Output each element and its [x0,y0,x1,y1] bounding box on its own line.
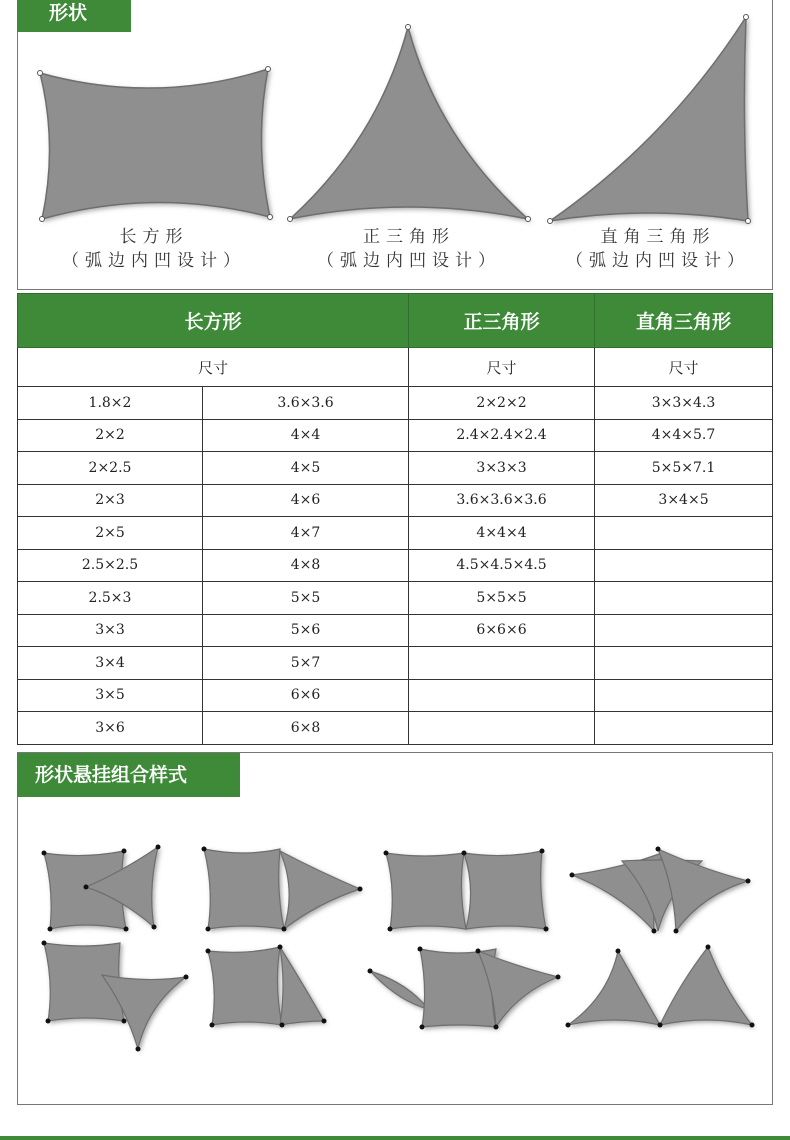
table-cell: 1.8×2 [18,387,203,420]
table-cell: 5×5×7.1 [595,452,773,485]
table-cell [595,712,773,745]
shape-caption-right-triangle [538,225,778,273]
shapes-tag: 形状 [17,0,131,32]
combo-tag: 形状悬挂组合样式 [17,753,240,797]
table-cell: 4×4 [203,419,409,452]
size-table [17,293,773,745]
shape-name: 长方形 [119,227,189,247]
table-cell: 6×6 [203,679,409,712]
table-cell [595,549,773,582]
subheader-size: 尺寸 [595,348,773,387]
table-row [18,517,773,550]
table-cell: 3×6 [18,712,203,745]
table-row [18,452,773,485]
table-cell: 3.6×3.6×3.6 [409,484,595,517]
subheader-size: 尺寸 [18,348,409,387]
table-cell: 5×5 [203,582,409,615]
table-cell: 3×4×5 [595,484,773,517]
table-cell: 2.5×2.5 [18,549,203,582]
table-cell: 2.4×2.4×2.4 [409,419,595,452]
table-cell: 4.5×4.5×4.5 [409,549,595,582]
table-row [18,614,773,647]
table-row [18,387,773,420]
table-cell: 2×3 [18,484,203,517]
table-cell [409,679,595,712]
table-row [18,679,773,712]
shape-caption-rectangle [34,225,274,273]
table-cell: 2×2.5 [18,452,203,485]
table-cell [595,679,773,712]
table-cell: 2×2×2 [409,387,595,420]
table-cell: 4×4×4 [409,517,595,550]
table-header-row [18,294,773,348]
table-cell: 5×7 [203,647,409,680]
table-row [18,484,773,517]
table-row [18,582,773,615]
bottom-divider [0,1136,790,1140]
table-cell: 4×6 [203,484,409,517]
shape-note: （弧边内凹设计） [317,251,501,271]
combo-panel [17,752,773,1105]
table-cell: 2.5×3 [18,582,203,615]
shape-note: （弧边内凹设计） [62,251,246,271]
table-row [18,549,773,582]
table-cell: 4×8 [203,549,409,582]
shape-note: （弧边内凹设计） [566,251,750,271]
table-cell: 4×7 [203,517,409,550]
table-cell: 3×3 [18,614,203,647]
table-cell [595,614,773,647]
table-row [18,647,773,680]
table-cell: 3×3×4.3 [595,387,773,420]
table-cell: 3.6×3.6 [203,387,409,420]
header-rectangle: 长方形 [18,294,409,348]
table-cell: 6×6×6 [409,614,595,647]
table-row [18,419,773,452]
table-cell [595,647,773,680]
subheader-size: 尺寸 [409,348,595,387]
table-body [18,387,773,745]
table-subheader-row [18,348,773,387]
table-cell: 2×5 [18,517,203,550]
table-cell: 2×2 [18,419,203,452]
header-equilateral: 正三角形 [409,294,595,348]
table-cell: 3×5 [18,679,203,712]
table-cell: 5×5×5 [409,582,595,615]
table-cell: 6×8 [203,712,409,745]
table-cell: 5×6 [203,614,409,647]
table-cell [595,517,773,550]
table-cell: 3×3×3 [409,452,595,485]
shape-caption-equilateral [289,225,529,273]
table-cell [409,647,595,680]
shape-name: 直角三角形 [600,227,716,247]
table-cell: 3×4 [18,647,203,680]
table-cell: 4×5 [203,452,409,485]
table-row [18,712,773,745]
combination-illustrations [18,753,774,1106]
table-cell: 4×4×5.7 [595,419,773,452]
header-right-triangle: 直角三角形 [595,294,773,348]
shapes-panel [17,0,773,290]
table-cell [409,712,595,745]
table-cell [595,582,773,615]
shape-name: 正三角形 [363,227,455,247]
